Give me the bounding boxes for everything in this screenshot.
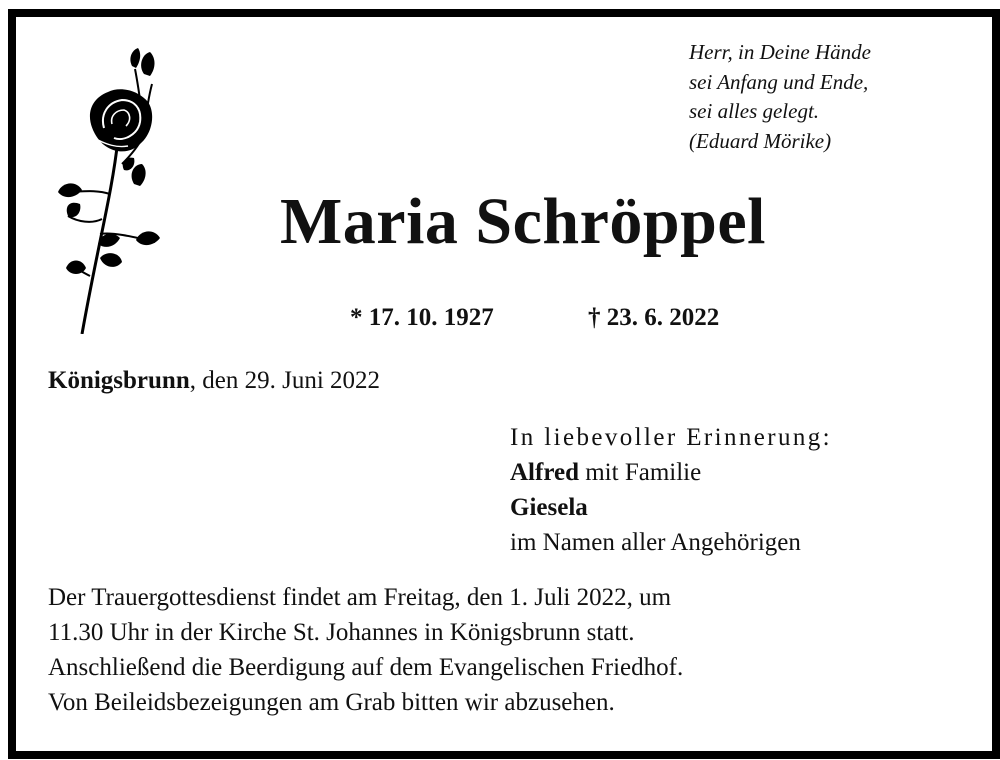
mourner-name: Alfred <box>510 459 579 486</box>
service-notice <box>48 580 683 720</box>
memory-intro: In liebevoller Erinnerung: <box>510 424 833 451</box>
death-date: † 23. 6. 2022 <box>588 304 720 331</box>
mourners-block <box>510 420 832 560</box>
notice-line: Der Trauergottesdienst findet am Freitag, den 1. Juli 2022, um <box>48 584 672 611</box>
mourner-line <box>510 455 832 490</box>
notice-line: Anschließend die Beerdigung auf dem Evangelischen Friedhof. <box>48 654 684 681</box>
rose-icon <box>40 44 165 334</box>
notice-line: Von Beileidsbezeigungen am Grab bitten wir abzusehen. <box>48 689 615 716</box>
quote-author: (Eduard Mörike) <box>689 128 832 153</box>
quote-block <box>689 38 871 156</box>
quote-line: Herr, in Deine Hände <box>689 40 871 64</box>
quote-line: sei alles gelegt. <box>689 99 820 123</box>
notice-line: 11.30 Uhr in der Kirche St. Johannes in Königsbrunn statt. <box>48 619 635 646</box>
mourner-name: Giesela <box>510 494 588 521</box>
date-text: , den 29. Juni 2022 <box>189 367 381 394</box>
deceased-name: Maria Schröppel <box>280 185 766 258</box>
place-name: Königsbrunn <box>48 367 190 394</box>
mourner-suffix: mit Familie <box>578 459 702 486</box>
mourner-closing: im Namen aller Angehörigen <box>510 529 801 556</box>
birth-date: * 17. 10. 1927 <box>350 304 494 331</box>
quote-line: sei Anfang und Ende, <box>689 69 869 94</box>
place-date-line <box>48 364 380 398</box>
mourner-line <box>510 490 832 525</box>
